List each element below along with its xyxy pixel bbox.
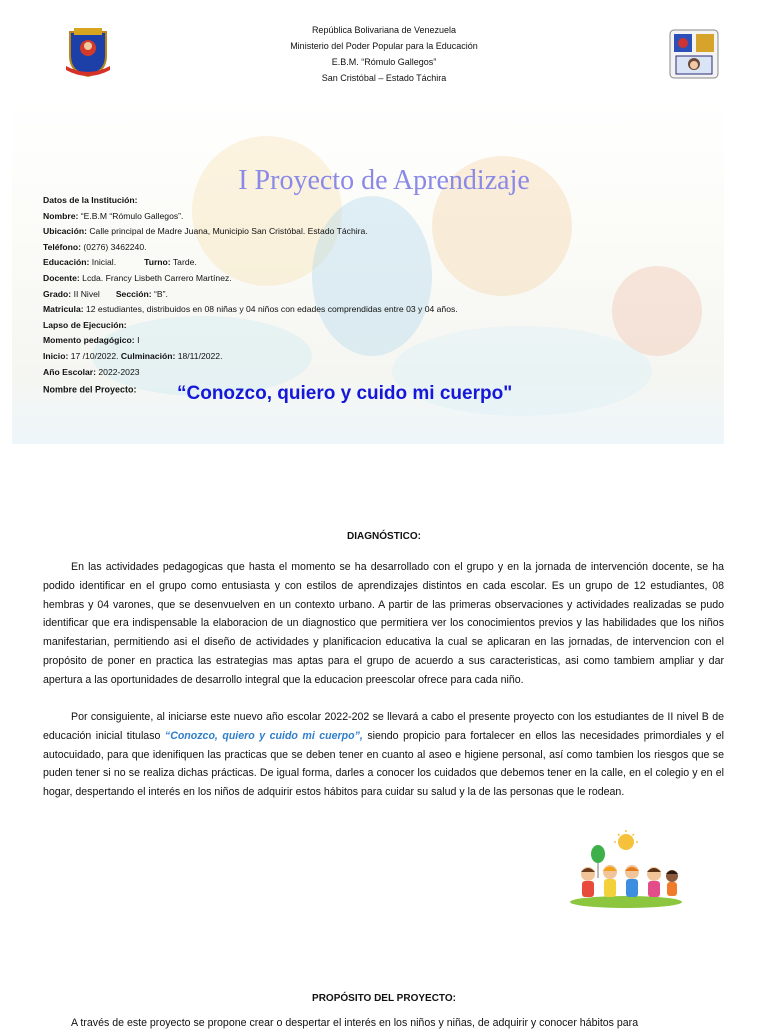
value-ubicacion: Calle principal de Madre Juana, Municipio San Cristóbal. Estado Táchira.	[89, 226, 368, 237]
proposito-paragraph-1: A través de este proyecto se propone crear o despertar el interés en los niños y niñas, de adquirir y conocer hábitos para	[71, 1017, 639, 1029]
label-docente: Docente:	[43, 272, 80, 283]
value-turno: Tarde.	[172, 257, 197, 268]
label-culminacion: Culminación:	[120, 350, 176, 361]
project-label-row	[43, 384, 137, 395]
label-grado: Grado:	[43, 288, 72, 299]
header-line: República Bolivariana de Venezuela	[311, 25, 457, 35]
label-nombre: Nombre:	[43, 210, 79, 221]
p2-end: siendo propicio para fortalecer en ellos las necesidades primordiales y el autocuidado, para que idenifiquen las practicas que se deben tener en cuanto al aseo e higiene personal, así como tambien los riesgos que se puden tener si no se realiza dichas prácticas. De igual forma, darles a conocer los cuidados que debemos tener en la calle, en el colegio y en el hogar, despertando el interés en los niños de adquirir estos hábitos para cuidar su salud y la de las personas que le rodean.	[43, 729, 724, 799]
label-telefono: Teléfono:	[43, 241, 82, 252]
label-educacion: Educación:	[43, 257, 90, 268]
value-grado: II Nivel	[73, 288, 100, 299]
value-culminacion: 18/11/2022.	[177, 350, 223, 361]
value-docente: Lcda. Francy Lisbeth Carrero Martínez.	[82, 272, 232, 283]
label-inicio: Inicio:	[43, 350, 69, 361]
value-matricula: 12 estudiantes, distribuidos en 08 niñas y 04 niños con edades comprendidas entre 03 y 04 años.	[85, 304, 458, 315]
diagnostico-paragraph-1: En las actividades pedagogicas que hasta el momento se ha desarrollado con el grupo y en la jornada de intervención docente, se ha podido identificar en el grupo como entusiasta y con estilos de aprendizajes distintos en cada escolar. Es un grupo de 12 estudiantes, 08 hembras y 04 varones, que se desenvuelven en un contexto urbano. A partir de las primeras observaciones y actividades realizadas se pudo identificar que era indispensable la elaboracion de un diagnostico que permitiera ver los conocimientos previos y las habilidades que los niños manifestarian, permitiendo asi el diseño de actividades y planificacion educativa la cual se aplicaran en las jornadas, de intervencion con el propósito de poner en practica las estrategias mas aptas para el grupo de acuerdo a sus caracteristicas, asi como tambiem ampliar y dar apertura a las oportunidades de desarrollo integral que la educacion preescolar ofrece para cada niño.	[43, 561, 724, 686]
diagnostico-title: DIAGNÓSTICO:	[347, 531, 421, 542]
proposito-title: PROPÓSITO DEL PROYECTO:	[312, 993, 456, 1004]
header-line: E.B.M. “Rómulo Gallegos”	[331, 57, 437, 67]
value-momento: I	[137, 335, 140, 346]
label-momento: Momento pedagógico:	[43, 335, 135, 346]
value-inicio: 17 /10/2022.	[70, 350, 119, 361]
value-telefono: (0276) 3462240.	[83, 241, 147, 252]
children-illustration-icon	[568, 830, 684, 910]
label-seccion: Sección:	[115, 288, 152, 299]
value-educacion: Inicial.	[91, 257, 117, 268]
header-line: Ministerio del Poder Popular para la Educación	[290, 41, 478, 51]
label-lapso: Lapso de Ejecución:	[43, 319, 127, 330]
label-proyecto: Nombre del Proyecto:	[43, 384, 137, 395]
institution-header	[0, 22, 768, 86]
label-turno: Turno:	[144, 257, 171, 268]
institution-data	[43, 193, 458, 380]
value-anio: 2022-2023	[98, 366, 140, 377]
p2-project-name: “Conozco, quiero y cuido mi cuerpo”,	[164, 729, 363, 742]
project-name: “Conozco, quiero y cuido mi cuerpo"	[177, 383, 513, 404]
label-anio: Año Escolar:	[43, 366, 97, 377]
diagnostico-paragraph-2	[43, 708, 724, 802]
p2-start: Por consiguiente, al iniciarse este nuevo año escolar 2022-202 se llevará a cabo el presente proyecto con los estudiantes de II nivel B de educación inicial titulaso	[43, 711, 724, 742]
info-heading: Datos de la Institución:	[43, 195, 138, 205]
value-seccion: “B”.	[154, 288, 168, 299]
label-ubicacion: Ubicación:	[43, 226, 87, 237]
page-title: I Proyecto de Aprendizaje	[238, 165, 530, 196]
header-line: San Cristóbal – Estado Táchira	[321, 73, 447, 83]
label-matricula: Matricula:	[43, 304, 84, 315]
value-nombre: “E.B.M “Rómulo Gallegos”.	[80, 210, 184, 221]
